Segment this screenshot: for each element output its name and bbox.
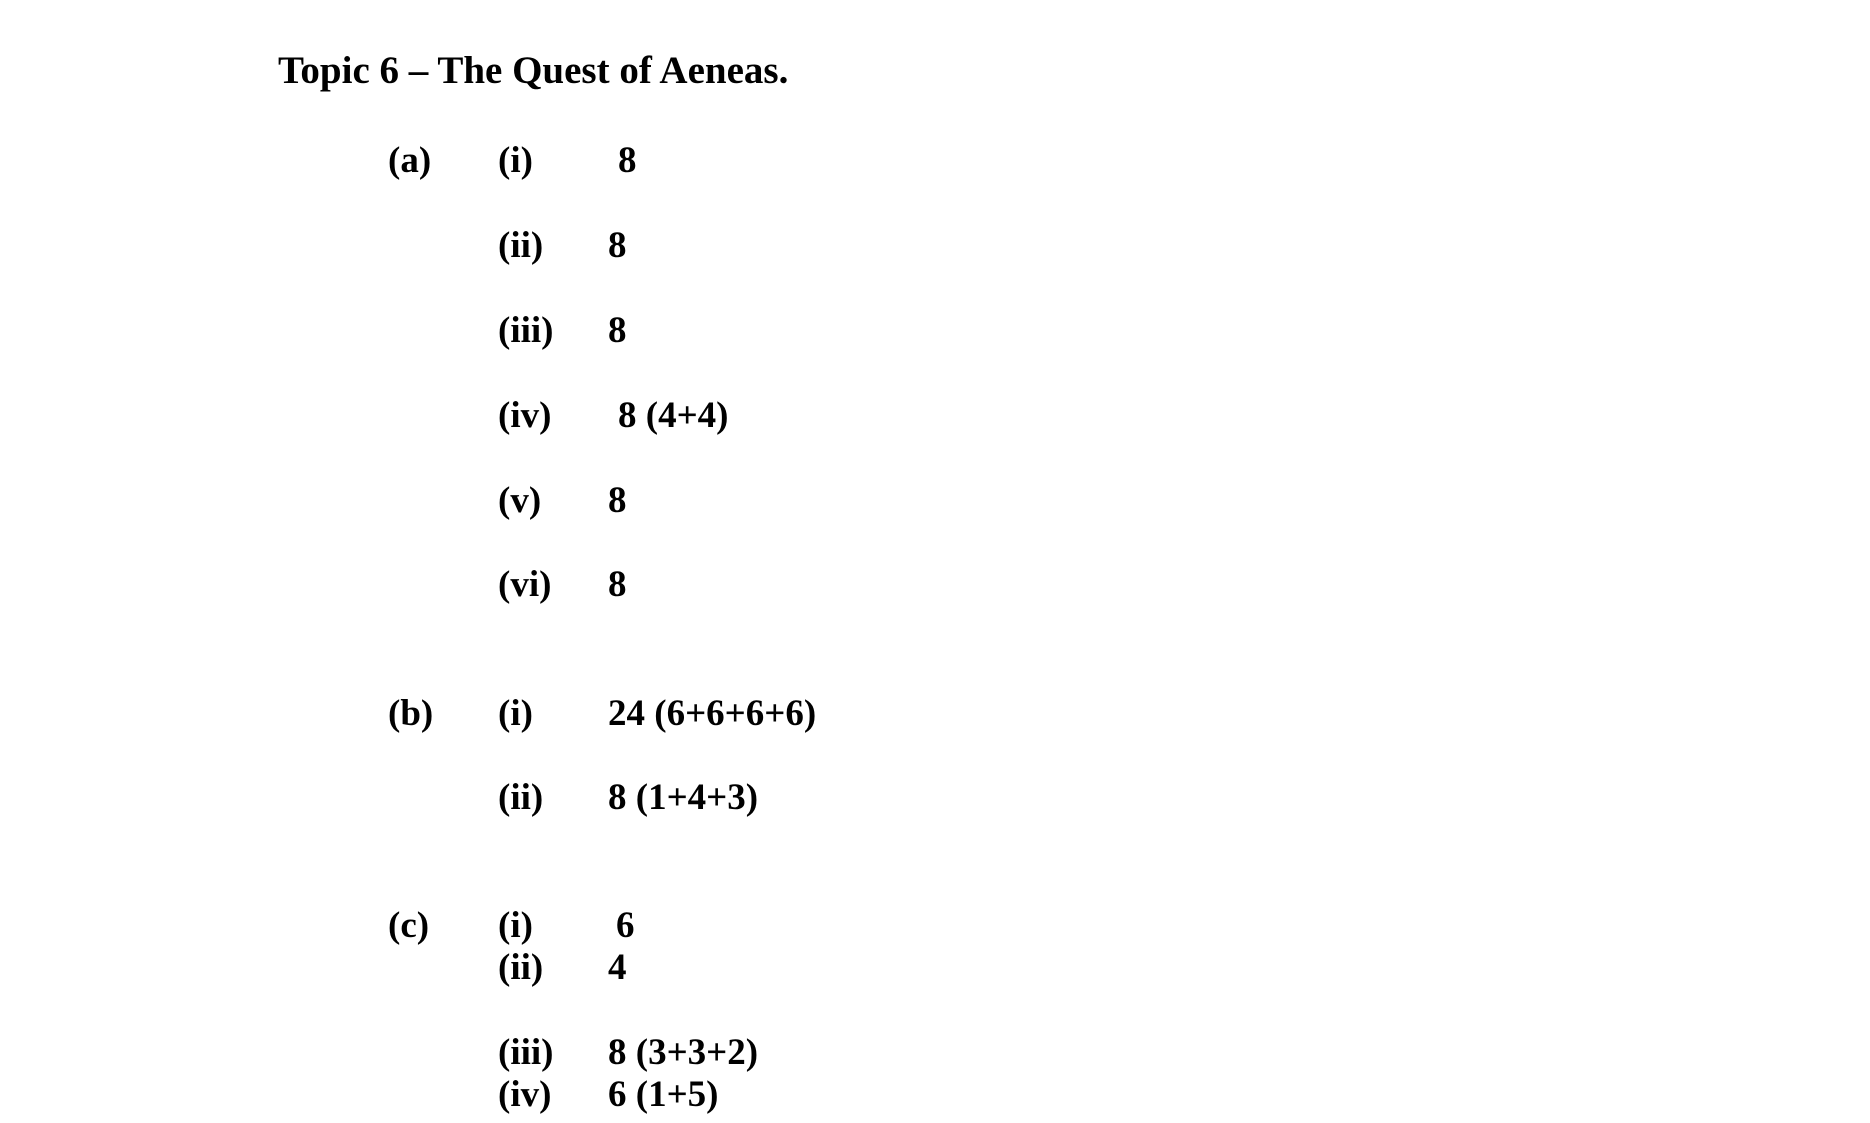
section-label-a: (a) (388, 140, 432, 181)
item-number: (iv) (498, 1074, 552, 1115)
item-number: (ii) (498, 947, 544, 988)
item-mark: 8 (608, 310, 627, 351)
page-title: Topic 6 – The Quest of Aeneas. (278, 49, 789, 92)
item-mark: 8 (1+4+3) (608, 777, 759, 818)
item-number: (ii) (498, 225, 544, 266)
section-label-b: (b) (388, 693, 434, 734)
item-mark: 8 (3+3+2) (608, 1032, 759, 1073)
item-mark: 6 (1+5) (608, 1074, 719, 1115)
item-number: (vi) (498, 564, 552, 605)
item-number: (i) (498, 693, 533, 734)
item-number: (iii) (498, 1032, 554, 1073)
item-number: (iv) (498, 395, 552, 436)
item-mark: 8 (608, 225, 627, 266)
item-mark: 6 (616, 905, 635, 946)
item-number: (i) (498, 905, 533, 946)
item-mark: 8 (608, 564, 627, 605)
item-mark: 24 (6+6+6+6) (608, 693, 817, 734)
section-label-c: (c) (388, 905, 430, 946)
item-mark: 8 (4+4) (618, 395, 729, 436)
item-mark: 8 (608, 480, 627, 521)
item-number: (ii) (498, 777, 544, 818)
item-mark: 4 (608, 947, 627, 988)
item-mark: 8 (618, 140, 637, 181)
item-number: (v) (498, 480, 542, 521)
item-number: (iii) (498, 310, 554, 351)
item-number: (i) (498, 140, 533, 181)
